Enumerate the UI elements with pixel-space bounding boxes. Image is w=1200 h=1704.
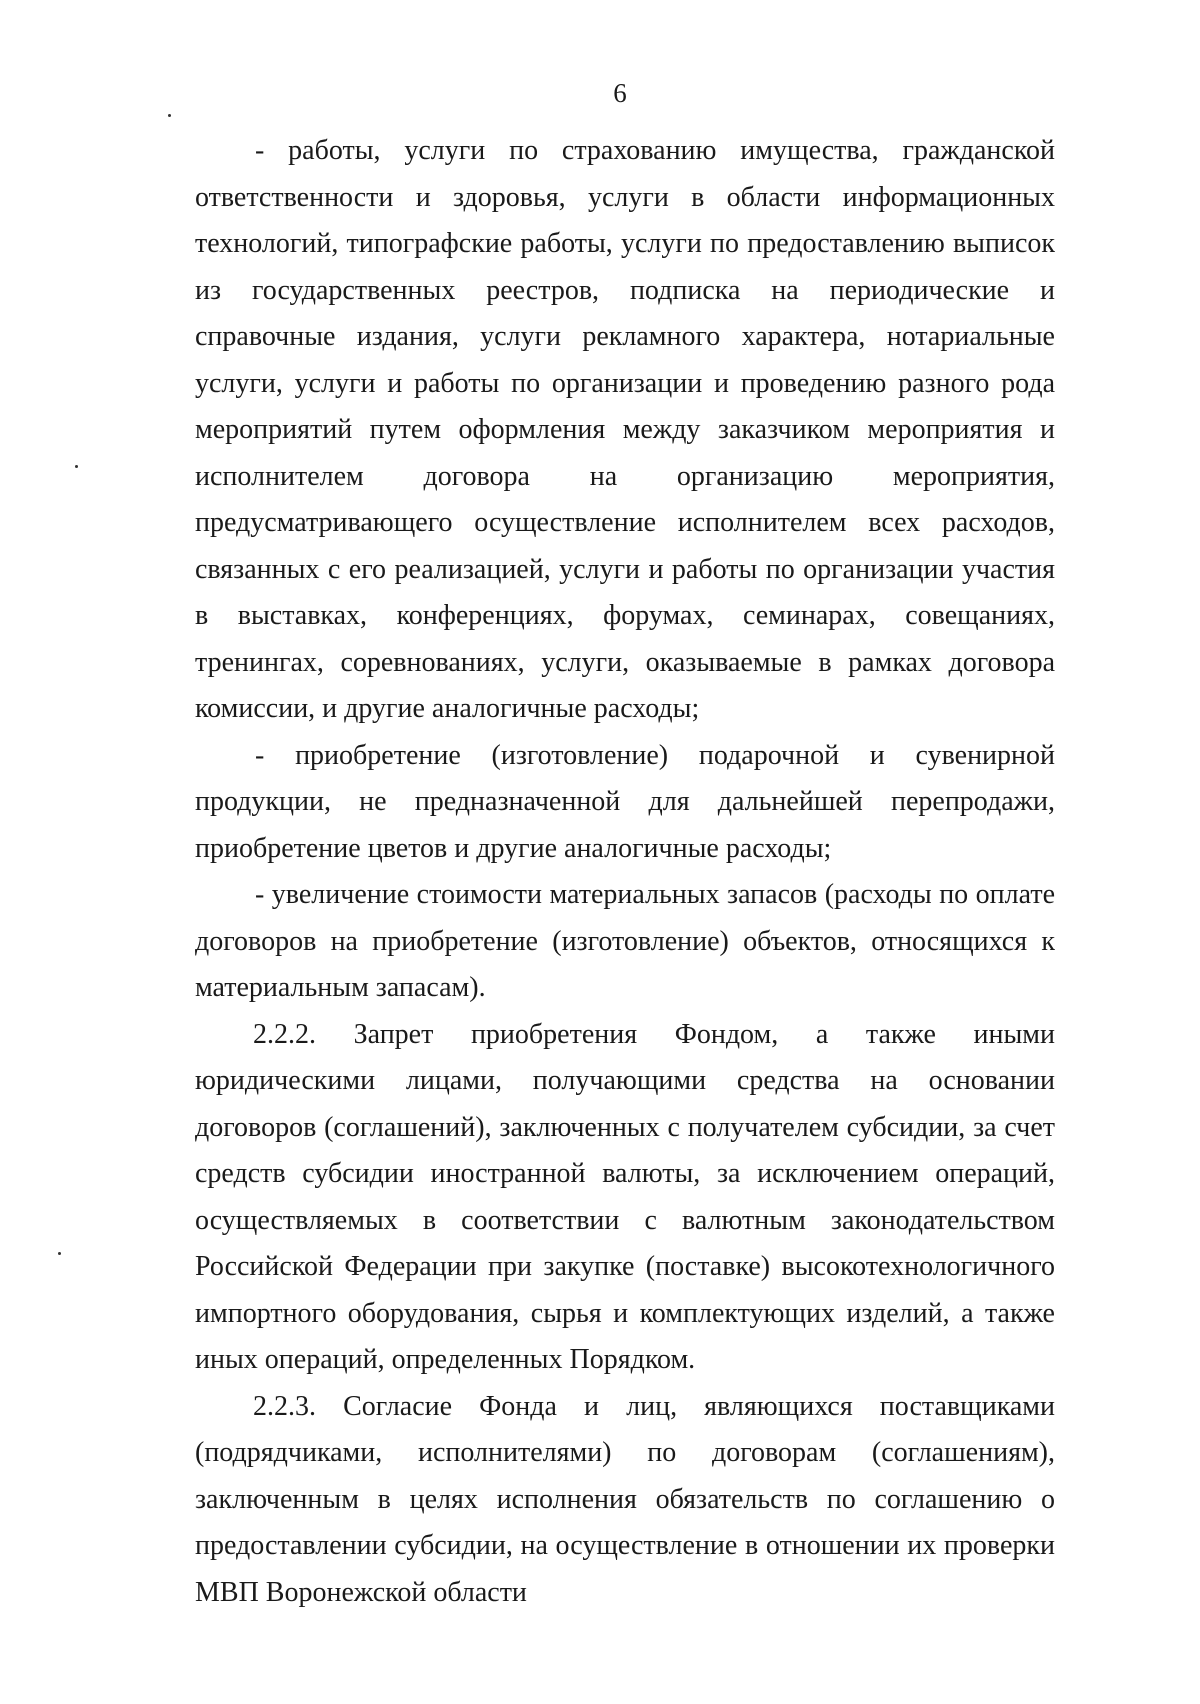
paragraph-2-2-3: 2.2.3. Согласие Фонда и лиц, являющихся поставщиками (подрядчиками, исполнителями) по договорам (соглашениям), заключенным в целях исполнения обязательств по соглашению о предоставлении субсидии, на осуществление в отношении их проверки МВП Воронежской области [195, 1390, 1055, 1608]
document-body [195, 128, 1055, 1616]
paragraph-services: - работы, услуги по страхованию имущества, гражданской ответственности и здоровья, услуги в области информационных технологий, типографские работы, услуги по предоставлению выписок из государственных реестров, подписка на периодические и справочные издания, услуги рекламного характера, нотариальные услуги, услуги и работы по организации и проведению разного рода мероприятий путем оформления между заказчиком мероприятия и исполнителем договора на организацию мероприятия, предусматривающего осуществление исполнителем всех расходов, связанных с его реализацией, услуги и работы по организации участия в выставках, конференциях, форумах, семинарах, совещаниях, тренингах, соревнованиях, услуги, оказываемые в рамках договора комиссии, и другие аналогичные расходы; [195, 135, 1055, 724]
scan-speck [75, 465, 78, 468]
paragraph-2-2-2: 2.2.2. Запрет приобретения Фондом, а также иными юридическими лицами, получающими средства на основании договоров (соглашений), заключенных с получателем субсидии, за счет средств субсидии иностранной валюты, за исключением операций, осуществляемых в соответствии с валютным законодательством Российской Федерации при закупке (поставке) высокотехнологичного импортного оборудования, сырья и комплектующих изделий, а также иных операций, определенных Порядком. [195, 1018, 1055, 1375]
scan-speck [168, 114, 171, 117]
page-number: 6 [613, 78, 627, 108]
paragraph-gifts: - приобретение (изготовление) подарочной и сувенирной продукции, не предназначенной для дальнейшей перепродажи, приобретение цветов и другие аналогичные расходы; [195, 739, 1055, 864]
scan-speck [58, 1252, 61, 1255]
paragraph-materials: - увеличение стоимости материальных запасов (расходы по оплате договоров на приобретение (изготовление) объектов, относящихся к материальным запасам). [195, 879, 1055, 1003]
